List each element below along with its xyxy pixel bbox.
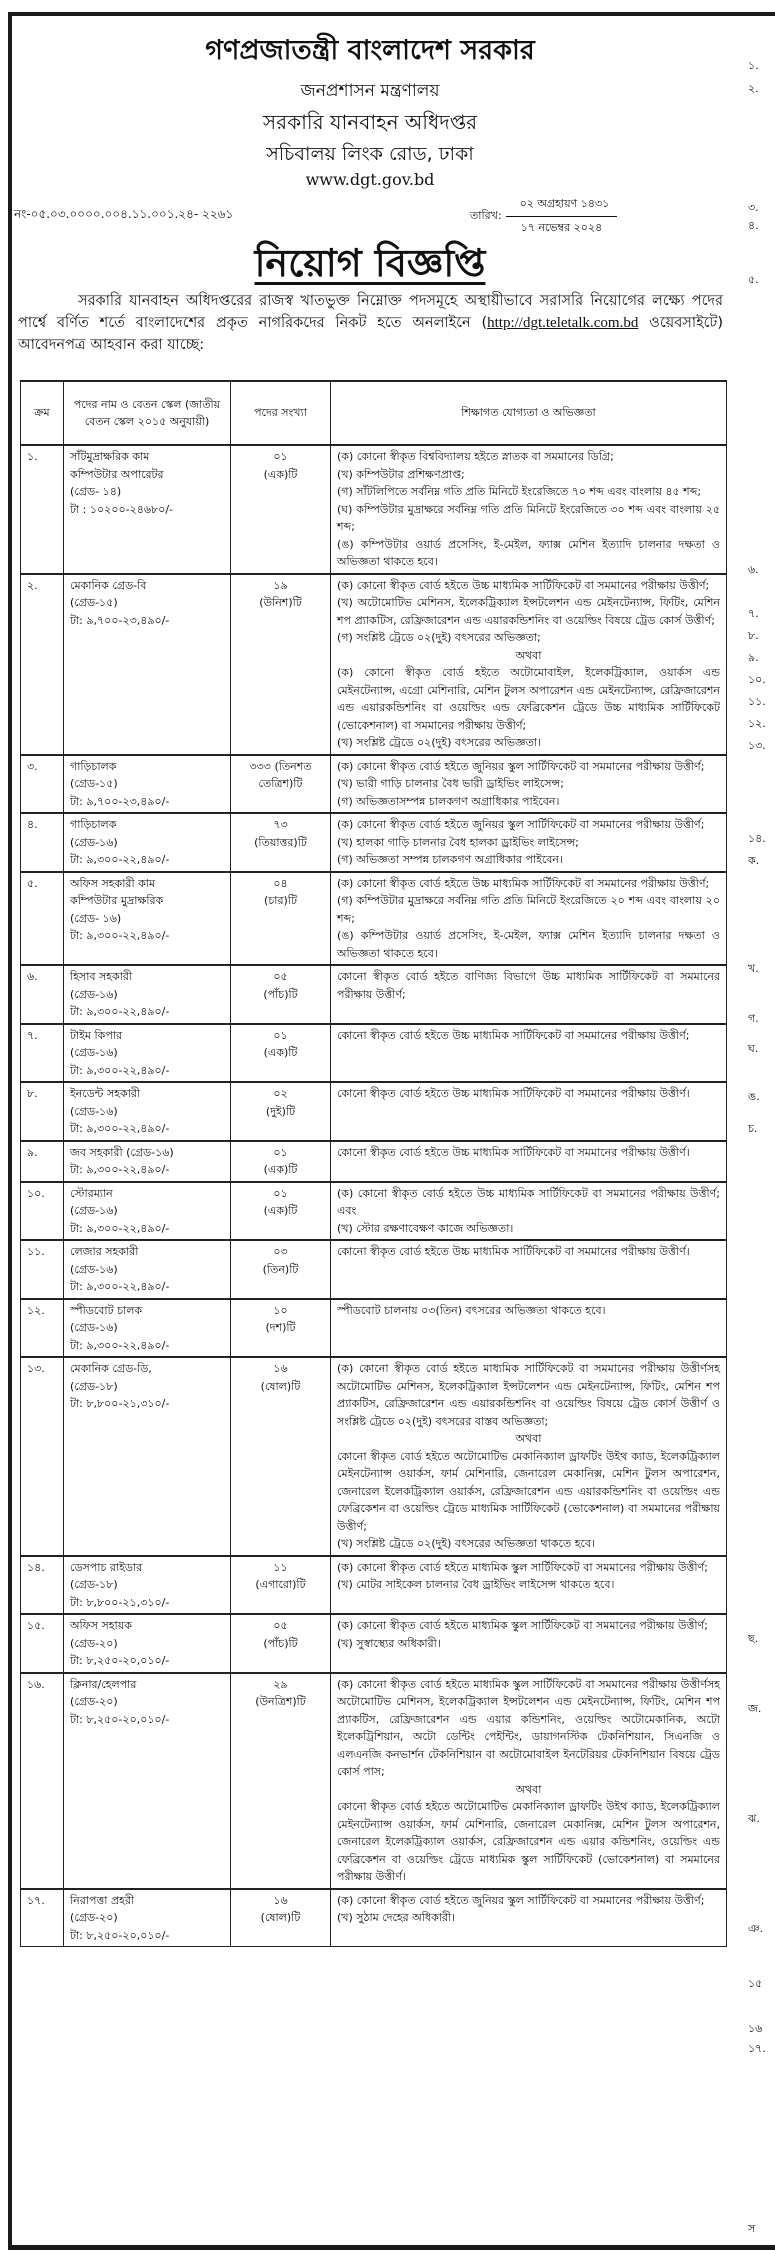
adjacent-page-marker: ১. (748, 59, 759, 72)
row-qualification (331, 755, 727, 814)
count-line: (এক)টি (263, 1163, 298, 1176)
table-row (21, 1182, 727, 1241)
table-row (21, 1556, 727, 1615)
qualification-item: (খ) সংশ্লিষ্ট ট্রেডে ০২(দুই) বৎসরের অভিজ্ঞতা থাকতে হবে। (337, 1537, 595, 1550)
qualification-item: (গ) সাঁটলিপিতে সর্বনিম্ন গতি প্রতি মিনিটে ইংরেজিতে ৭০ শব্দ এবং বাংলায় ৪৫ শব্দ; (337, 485, 702, 498)
row-post-and-scale (64, 1889, 231, 1947)
pay-scale: টা: ৯,৩০০-২২,৪৯০/- (70, 1280, 170, 1293)
count-line: ০৪ (273, 876, 288, 890)
adjacent-page-strip (748, 0, 775, 2260)
row-post-and-scale (64, 1024, 231, 1083)
row-serial: ৩. (21, 755, 64, 814)
adjacent-page-marker: ঘ. (748, 1042, 759, 1055)
row-post-count (231, 1082, 331, 1141)
qualification-item: (ক) কোনো স্বীকৃত বোর্ড হইতে উচ্চ মাধ্যমিক সার্টিফিকেট বা সমমানের পরীক্ষায় উত্তীর্ণ; এবং (337, 1186, 720, 1217)
qualification-item: (খ) স্টোর রক্ষণাবেক্ষণ কাজে অভিজ্ঞতা। (337, 1221, 514, 1235)
post-line: কম্পিউটার মুদ্রাক্ষরিক (70, 894, 164, 907)
row-qualification (331, 1299, 727, 1358)
post-line: টাইম কিপার (70, 1028, 123, 1042)
row-post-count (231, 1240, 331, 1299)
department-name: সরকারি যানবাহন অধিদপ্তর (262, 110, 478, 134)
row-qualification (331, 1357, 727, 1556)
count-line: (উনত্রিশ)টি (255, 1695, 306, 1708)
post-line: গাড়িচালক (70, 818, 117, 831)
post-line: (গ্রেড-১৬) (70, 987, 118, 1001)
row-serial: ১০. (21, 1182, 64, 1241)
row-post-and-scale (64, 1240, 231, 1299)
adjacent-page-marker: ১৩. (748, 739, 766, 752)
count-line: (এক)টি (263, 1204, 298, 1217)
intro-text-after: ওয়েবসাইটে) আবেদনপত্র আহবান করা যাচ্ছে: (18, 315, 723, 353)
or-separator: অথবা (515, 1432, 542, 1445)
qualification-item: (ঙ) কম্পিউটার ওয়ার্ড প্রসেসিং, ই-মেইল, ফ্যাক্স মেশিন ইত্যাদি চালনার দক্ষতা ও অভিজ্ঞতা থাকতে হবে। (337, 537, 720, 568)
qualification-item: (ক) কোনো স্বীকৃত বোর্ড হইতে জুনিয়র স্কুল সার্টিফিকেট বা সমমানের পরীক্ষায় উত্তীর্ণ; (337, 759, 705, 773)
adjacent-page-marker: ছ. (748, 1632, 759, 1645)
row-post-count (231, 813, 331, 872)
header-count: পদের সংখ্যা (231, 381, 331, 445)
adjacent-page-marker: ক. (748, 854, 760, 867)
count-line: (তিন)টি (262, 1262, 299, 1276)
row-qualification (331, 1182, 727, 1241)
adjacent-page-marker: ১১. (748, 695, 766, 708)
row-post-and-scale (64, 813, 231, 872)
row-post-count (231, 872, 331, 966)
row-serial: ১৩. (21, 1357, 64, 1556)
count-line: (পাঁচ)টি (263, 1636, 298, 1650)
post-line: (গ্রেড- ১৬) (70, 911, 122, 925)
qualification-item: (ক) কোনো স্বীকৃত বোর্ড হইতে মাধ্যমিক স্কুল সার্টিফিকেট বা সমমানের পরীক্ষায় উত্তীর্ণসহ অটোমোটিভ মেশিনস, ইলেকট্রিক্যাল ইন্সটলেশন এন্ড মেইনটেন্যান্স, ফিটিং, মেশিন শপ প্র্যাকটিস, রেফ্রিজারেশন এন্ড এয়ার কন্ডিশনিং, ওয়েল্ডিং অটোমেকানিক, অটো ইলেকট্রিশিয়ান, অটো ডেন্টিং পেইন্টিং, ডায়াগনস্টিক টেকনিশিয়ান, সিএনজি ও এলএনজি কনভার্শন টেকনিশিয়ান বা অটোমোবাইল ইনটেরিয়র টেকনিশিয়ান বিষয়ে ট্রেড কোর্স পাস; (337, 1677, 720, 1778)
post-line: ইনডেন্ট সহকারী (70, 1087, 141, 1100)
qualification-item: (ক) কোনো স্বীকৃত বিশ্ববিদ্যালয় হইতে স্নাতক বা সমমানের ডিগ্রি; (337, 450, 614, 463)
count-line: ০১ (273, 1186, 288, 1200)
row-serial: ১৪. (21, 1556, 64, 1615)
adjacent-page-marker: ৫. (748, 273, 759, 286)
post-line: (গ্রেড-১৫) (70, 777, 118, 790)
qualification-item: (ঙ) কম্পিউটার ওয়ার্ড প্রসেসিং, ই-মেইল, ফ্যাক্স মেশিন ইত্যাদি চালনার দক্ষতা ও অভিজ্ঞতা থাকতে হবে। (337, 929, 720, 960)
row-post-and-scale (64, 1182, 231, 1241)
adjacent-page-marker: ২. (748, 82, 759, 95)
qualification-item: (গ) সংশ্লিষ্ট ট্রেডে ০২(দুই) বৎসরের অভিজ্ঞতা; (337, 631, 541, 644)
row-serial: ১৭. (21, 1889, 64, 1947)
row-post-count (231, 445, 331, 574)
row-qualification (331, 1240, 727, 1299)
row-serial: ১২. (21, 1299, 64, 1358)
qualification-item: (ঘ) কম্পিউটার মুদ্রাক্ষরে সর্বনিম্ন গতি প্রতি মিনিটে ইংরেজিতে ৩০ শব্দ এবং বাংলায় ২৫ শব্দ; (337, 502, 720, 533)
qualification-item: (খ) ভারী গাড়ি চালনার বৈধ ভারী ড্রাইভিং লাইসেন্স; (337, 777, 564, 790)
pay-scale: টা: ৯,৭০০-২৩,৪৯০/- (70, 613, 170, 627)
row-qualification (331, 1614, 727, 1673)
post-line: (গ্রেড-১৫) (70, 596, 118, 609)
row-post-count (231, 1556, 331, 1615)
date-english: ১৭ নভেম্বর ২০২৪ (520, 221, 603, 234)
adjacent-page-marker: ৪. (748, 219, 759, 232)
count-line: ০১ (273, 1028, 288, 1042)
post-line: সাঁটমুদ্রাক্ষরিক কাম (70, 450, 150, 463)
post-line: মেকানিক গ্রেড-ডি, (70, 1362, 152, 1375)
count-line: ০৩ (273, 1245, 288, 1258)
post-line: নিরাপত্তা প্রহরী (70, 1893, 135, 1907)
table-row (21, 755, 727, 814)
row-qualification (331, 574, 727, 755)
table-row (21, 1889, 727, 1947)
adjacent-page-marker: গ. (748, 1012, 759, 1025)
post-line: (গ্রেড-১৬) (70, 835, 118, 849)
pay-scale: টা: ৯,৩০০-২২,৪৯০/- (70, 929, 170, 942)
government-name: গণপ্রজাতন্ত্রী বাংলাদেশ সরকার (205, 35, 535, 66)
qualification-item: (গ) অভিজ্ঞতাসম্পন্ন চালকগণ অগ্রাধিকার পাইবেন। (337, 794, 560, 808)
post-line: (গ্রেড-১৬) (70, 1321, 118, 1334)
table-row (21, 1614, 727, 1673)
post-line: অফিস সহকারী কাম (70, 876, 156, 890)
qualification-item: (খ) সুঠাম দেহের অধিকারী। (337, 1911, 456, 1924)
count-line: ০১ (273, 450, 288, 463)
adjacent-page-marker: খ. (748, 962, 759, 975)
post-line: জব সহকারী (গ্রেড-১৬) (70, 1145, 174, 1159)
adjacent-page-marker: ঝ. (748, 1812, 760, 1825)
post-line: (গ্রেড-১৬) (70, 1262, 118, 1276)
adjacent-page-marker: চ. (748, 1122, 758, 1135)
row-qualification (331, 1889, 727, 1947)
qualification-item: (ক) কোনো স্বীকৃত বোর্ড হইতে মাধ্যমিক স্কুল সার্টিফিকেট বা সমমানের পরীক্ষায় উত্তীর্ণ; (337, 1619, 708, 1632)
table-row (21, 1024, 727, 1083)
count-line: ১৬ (273, 1362, 288, 1375)
post-line: হিসাব সহকারী (70, 970, 133, 983)
post-line: ডেসপাচ রাইডার (70, 1560, 143, 1574)
date-bangla: ০২ অগ্রহায়ণ ১৪৩১ (506, 195, 618, 217)
header-qualification: শিক্ষাগত যোগ্যতা ও অভিজ্ঞতা (331, 381, 727, 445)
intro-paragraph (18, 290, 723, 356)
post-line: (গ্রেড- ১৪) (70, 485, 122, 498)
qualification-item: (ক) কোনো স্বীকৃত বোর্ড হইতে মাধ্যমিক স্কুল সার্টিফিকেট বা সমমানের পরীক্ষায় উত্তীর্ণ; (337, 1560, 708, 1574)
row-post-count (231, 755, 331, 814)
row-qualification (331, 1673, 727, 1889)
adjacent-page-marker: ১৪. (748, 832, 766, 845)
qualification-item: (খ) সংশ্লিষ্ট ট্রেডে ০২(দুই) বৎসরের অভিজ্ঞতা। (337, 736, 541, 749)
row-post-and-scale (64, 872, 231, 966)
row-post-count (231, 1357, 331, 1556)
row-post-and-scale (64, 1299, 231, 1358)
office-address: সচিবালয় লিংক রোড, ঢাকা (266, 143, 474, 165)
qualification-item: (ক) কোনো স্বীকৃত বোর্ড হইতে জুনিয়র স্কুল সার্টিফিকেট বা সমমানের পরীক্ষায় উত্তীর্ণ; (337, 818, 705, 831)
row-post-and-scale (64, 965, 231, 1024)
row-serial: ১৬. (21, 1673, 64, 1889)
row-serial: ৪. (21, 813, 64, 872)
row-serial: ৭. (21, 1024, 64, 1083)
table-row (21, 445, 727, 574)
post-line: (গ্রেড-১৮) (70, 1379, 118, 1393)
post-line: (গ্রেড-১৮) (70, 1578, 118, 1591)
row-qualification (331, 872, 727, 966)
row-post-and-scale (64, 1556, 231, 1615)
qualification-item: (ক) কোনো স্বীকৃত বোর্ড হইতে উচ্চ মাধ্যমিক সার্টিফিকেট বা সমমানের পরীক্ষায় উত্তীর্ণ; (337, 578, 710, 592)
row-post-count (231, 1614, 331, 1673)
adjacent-page-marker: ৭. (748, 607, 759, 620)
row-serial: ৯. (21, 1141, 64, 1182)
adjacent-page-marker: ৮. (748, 629, 759, 642)
post-line: (গ্রেড-১৬) (70, 1046, 118, 1059)
row-post-count (231, 574, 331, 755)
post-line: মেকানিক গ্রেড-বি (70, 578, 147, 592)
pay-scale: টা: ৮,২৫০-২০,০১০/- (70, 1712, 170, 1726)
row-qualification (331, 445, 727, 574)
qualification-item: (খ) কম্পিউটার প্রশিক্ষণপ্রাপ্ত; (337, 467, 465, 481)
post-line: (গ্রেড-১৬) (70, 1204, 118, 1217)
count-line: ২৯ (273, 1677, 288, 1691)
table-row (21, 813, 727, 872)
post-line: অফিস সহায়ক (70, 1619, 132, 1632)
count-line: ৩৩৩ (তিনশত (249, 759, 312, 773)
adjacent-page-marker: ১৬ (748, 2022, 763, 2035)
row-serial: ১৫. (21, 1614, 64, 1673)
row-qualification (331, 1141, 727, 1182)
adjacent-page-marker: ১২. (748, 717, 766, 730)
count-line: তেত্রিশ)টি (258, 777, 303, 790)
date-label: তারিখ: (470, 209, 502, 222)
qualification-item: কোনো স্বীকৃত বোর্ড হইতে বাণিজ্য বিভাগে উচ্চ মাধ্যমিক সার্টিফিকেট বা সমমানের পরীক্ষায় উত্তীর্ণ; (337, 970, 720, 1001)
adjacent-page-marker: জ. (748, 1702, 762, 1715)
row-post-and-scale (64, 755, 231, 814)
row-qualification (331, 1024, 727, 1083)
table-row (21, 965, 727, 1024)
pay-scale: টা: ৯,৩০০-২২,৪৯০/- (70, 853, 170, 866)
row-serial: ২. (21, 574, 64, 755)
ministry-name: জনপ্রশাসন মন্ত্রণালয় (300, 81, 440, 101)
qualification-item: (ক) কোনো স্বীকৃত বোর্ড হইতে উচ্চ মাধ্যমিক সার্টিফিকেট বা সমমানের পরীক্ষায় উত্তীর্ণ; (337, 876, 710, 890)
intro-text-before: সরকারি যানবাহন অধিদপ্তরের রাজস্ব খাতভুক্ত নিম্নোক্ত পদসমূহে অস্থায়ীভাবে সরাসরি নিয়োগের লক্ষ্যে পদের পার্শ্বে বর্ণিত শর্তে বাংলাদেশের প্রকৃত নাগরিকদের নিকট হতে অনলাইনে ( (18, 293, 723, 331)
pay-scale: টা: ৯,৭০০-২৩,৪৯০/- (70, 794, 170, 808)
qualification-item: কোনো স্বীকৃত বোর্ড হইতে অটোমোটিভ মেকানিক্যাল ড্রাফটিং উইথ ক্যাড, ইলেকট্রিক্যাল মেইনটেন্যান্স ওয়ার্কস, ফার্ম মেশিনারি, জেনারেল মেকানিক্স, মেশিন টুলস অপারেশন, জেনারেল ইলেকট্রিক্যাল ওয়ার্কস, রেফ্রিজারেশন এন্ড এয়ার কন্ডিশনিং, ওয়েল্ডিং এন্ড ফেব্রিকেশন বা ওয়েল্ডিং ট্রেডে মাধ্যমিক স্কুল সার্টিফিকেট (ভোকেশনাল) বা সমমানের পরীক্ষায় উত্তীর্ণ। (337, 1800, 720, 1883)
qualification-item: (ক) কোনো স্বীকৃত বোর্ড হইতে জুনিয়র স্কুল সার্টিফিকেট বা সমমানের পরীক্ষায় উত্তীর্ণ; (337, 1893, 705, 1907)
application-link[interactable]: http://dgt.teletalk.com.bd (487, 315, 639, 331)
row-qualification (331, 965, 727, 1024)
adjacent-page-marker: ঞ. (748, 1922, 764, 1935)
header-post: পদের নাম ও বেতন স্কেল (জাতীয় বেতন স্কেল ২০১৫ অনুযায়ী) (64, 381, 231, 445)
qualification-item: কোনো স্বীকৃত বোর্ড হইতে উচ্চ মাধ্যমিক সার্টিফিকেট বা সমমানের পরীক্ষায় উত্তীর্ণ। (337, 1245, 690, 1258)
post-line: স্টোরম্যান (70, 1186, 113, 1200)
count-line: (এগারো)টি (255, 1578, 306, 1591)
row-serial: ৬. (21, 965, 64, 1024)
row-post-and-scale (64, 1614, 231, 1673)
pay-scale: টা: ৯,৩০০-২২,৪৯০/- (70, 1063, 170, 1077)
count-line: (এক)টি (263, 467, 298, 481)
count-line: (চার)টি (264, 894, 297, 907)
qualification-item: কোনো স্বীকৃত বোর্ড হইতে উচ্চ মাধ্যমিক সার্টিফিকেট বা সমমানের পরীক্ষায় উত্তীর্ণ। (337, 1087, 690, 1100)
post-line: (গ্রেড-২০) (70, 1911, 118, 1924)
row-post-and-scale (64, 1357, 231, 1556)
qualification-item: (গ) অভিজ্ঞতা সম্পন্ন চালকগণ অগ্রাধিকার পাইবেন। (337, 853, 563, 866)
pay-scale: টা: ৯,৩০০-২২,৪৯০/- (70, 1122, 170, 1135)
table-row (21, 1141, 727, 1182)
qualification-item: (খ) হালকা গাড়ি চালনার বৈধ হালকা ড্রাইভিং লাইসেন্স; (337, 835, 579, 849)
qualification-item: কোনো স্বীকৃত বোর্ড হইতে অটোমোটিভ মেকানিক্যাল ড্রাফটিং উইথ ক্যাড, ইলেকট্রিক্যাল মেইনটেন্যান্স ওয়ার্কস, ফার্ম মেশিনারি, জেনারেল মেকানিক্স, মেশিন টুলস অপারেশন, জেনারেল ইলেকট্রিক্যাল ওয়ার্কস, রেফ্রিজারেশন এন্ড এয়ারকন্ডিশনিং বা ওয়েল্ডিং এন্ড ফেব্রিকেশন বা ওয়েল্ডিং ট্রেডে মাধ্যমিক সার্টিফিকেট (ভোকেশনাল) বা সমমানের পরীক্ষায় উত্তীর্ণ; (337, 1449, 720, 1533)
adjacent-page-marker: ৩. (748, 201, 759, 214)
row-post-count (231, 1024, 331, 1083)
post-line: (গ্রেড-১৬) (70, 1104, 118, 1118)
post-line: (গ্রেড-২০) (70, 1636, 118, 1650)
count-line: (দুই)টি (265, 1104, 296, 1118)
count-line: (ষোল)টি (260, 1911, 301, 1924)
count-line: ০২ (273, 1087, 288, 1100)
row-post-count (231, 1673, 331, 1889)
row-post-and-scale (64, 1141, 231, 1182)
row-post-and-scale (64, 1082, 231, 1141)
adjacent-page-marker: ৬. (748, 563, 759, 576)
table-row (21, 872, 727, 966)
row-serial: ১. (21, 445, 64, 574)
table-row (21, 1240, 727, 1299)
row-qualification (331, 813, 727, 872)
table-row (21, 1082, 727, 1141)
post-line: স্পীডবোট চালক (70, 1303, 143, 1317)
pay-scale: টা: ৯,৩০০-২২,৪৯০/- (70, 1005, 170, 1018)
header-serial: ক্রম (21, 381, 64, 445)
pay-scale: টা: ৯,৩০০-২২,৪৯০/- (70, 1338, 170, 1352)
count-line: (পাঁচ)টি (263, 987, 298, 1001)
count-line: (উনিশ)টি (259, 596, 302, 609)
row-post-and-scale (64, 445, 231, 574)
row-post-count (231, 1141, 331, 1182)
pay-scale: টা: ৯,৩০০-২২,৪৯০/- (70, 1221, 170, 1235)
count-line: (তিয়াত্তর)টি (254, 835, 307, 849)
row-post-and-scale (64, 1673, 231, 1889)
table-row (21, 574, 727, 755)
memo-number: নং-০৫.০৩.০০০০.০০৪.১১.০০১.২৪- ২২৬১ (14, 207, 234, 221)
qualification-item: (ক) কোনো স্বীকৃত বোর্ড হইতে মাধ্যমিক সার্টিফিকেট বা সমমানের পরীক্ষায় উত্তীর্ণসহ অটোমোটিভ মেশিনস, ইলেকট্রিক্যাল ইন্সটলেশন এন্ড মেইনটেন্যান্স, ফিটিং, মেশিন শপ প্র্যাকটিস, রেফ্রিজারেশন এন্ড এয়ারকন্ডিশনিং বা ওয়েল্ডিং বিষয়ে ট্রেড কোর্স উত্তীর্ণ ও সংশ্লিষ্ট ট্রেডে ০২(দুই) বৎসরের বাস্তব অভিজ্ঞতা; (337, 1362, 720, 1428)
count-line: ০১ (273, 1145, 288, 1159)
post-line: গাড়িচালক (70, 759, 117, 773)
adjacent-page-marker: ১৭. (748, 2042, 766, 2055)
notice-title: নিয়োগ বিজ্ঞপ্তি (254, 241, 486, 285)
qualification-item: কোনো স্বীকৃত বোর্ড হইতে উচ্চ মাধ্যমিক সার্টিফিকেট বা সমমানের পরীক্ষায় উত্তীর্ণ। (337, 1145, 690, 1159)
count-line: ৭৩ (273, 818, 288, 831)
table-row (21, 1673, 727, 1889)
qualification-item: (গ) কম্পিউটার মুদ্রাক্ষরে সর্বনিম্ন গতি প্রতি মিনিটে ইংরেজিতে ২০ শব্দ এবং বাংলায় ২০ শব্দ; (337, 894, 720, 925)
qualification-item: (খ) অটোমোটিভ মেশিনস, ইলেকট্রিক্যাল ইন্সটলেশন এন্ড মেইনটেন্যান্স, ফিটিং, মেশিন শপ প্র্যাকটিস, রেফ্রিজারেশন এন্ড এয়ারকন্ডিশনিং বা ওয়েল্ডিং বিষয়ে ট্রেড কোর্স উত্তীর্ণ; (337, 596, 720, 627)
row-serial: ১১. (21, 1240, 64, 1299)
pay-scale: টা: ৮,২৫০-২০,০১০/- (70, 1928, 170, 1942)
adjacent-page-marker: ১৫ (748, 1977, 763, 1990)
row-qualification (331, 1556, 727, 1615)
qualification-item: (খ) সুস্বাস্থ্যের অধিকারী। (337, 1636, 441, 1650)
adjacent-page-marker: স (748, 2222, 756, 2235)
count-line: (এক)টি (263, 1046, 298, 1059)
pay-scale: টা: ৮,২৫০-২০,০১০/- (70, 1654, 170, 1667)
count-line: (দশ)টি (265, 1321, 296, 1334)
count-line: (ষোল)টি (260, 1379, 301, 1393)
post-line: (গ্রেড-২০) (70, 1695, 118, 1708)
pay-scale: টা : ১০২০০-২৪৬৮০/- (70, 502, 174, 516)
row-post-count (231, 1182, 331, 1241)
post-line: কম্পিউটার অপারেটর (70, 467, 164, 481)
count-line: ১৬ (273, 1893, 288, 1907)
row-serial: ৮. (21, 1082, 64, 1141)
pay-scale: টা: ৮,৮০০-২১,৩১০/- (70, 1397, 170, 1410)
qualification-item: (ক) কোনো স্বীকৃত বোর্ড হইতে অটোমোবাইল, ইলেকট্রিক্যাল, ওয়ার্কস এন্ড মেইনটেন্যান্স, এগ্রো মেশিনারি, মেশিন টুলস অপারেশন এন্ড মেইনটেন্যান্স, রেফ্রিজারেশন এন্ড এয়ারকন্ডিশনিং বা ওয়েল্ডিং এন্ড ফেব্রিকেশন ট্রেডে উচ্চ মাধ্যমিক সার্টিফিকেট (ভোকেশনাল) বা সমমানের পরীক্ষায় উত্তীর্ণ; (337, 666, 720, 732)
table-row (21, 1357, 727, 1556)
count-line: ০৫ (273, 1619, 288, 1632)
row-post-count (231, 1299, 331, 1358)
row-post-count (231, 965, 331, 1024)
count-line: ১১ (273, 1560, 288, 1574)
count-line: ০৫ (273, 970, 288, 983)
pay-scale: টা: ৮,৮০০-২১,৩১০/- (70, 1595, 170, 1609)
count-line: ১৯ (273, 578, 288, 592)
table-row (21, 1299, 727, 1358)
count-line: ১০ (273, 1303, 288, 1317)
post-line: লেজার সহকারী (70, 1245, 139, 1258)
date-fraction (506, 195, 618, 238)
vacancy-table (20, 380, 727, 1947)
adjacent-page-marker: ১০. (748, 673, 766, 686)
row-serial: ৫. (21, 872, 64, 966)
or-separator: অথবা (515, 1782, 542, 1796)
post-line: ক্লিনার/হেলপার (70, 1677, 137, 1691)
or-separator: অথবা (515, 648, 542, 662)
qualification-item: (খ) মোটর সাইকেল চালনার বৈধ ড্রাইভিং লাইসেন্স থাকতে হবে। (337, 1578, 615, 1591)
row-qualification (331, 1082, 727, 1141)
row-post-count (231, 1889, 331, 1947)
table-body (21, 445, 727, 1947)
qualification-item: কোনো স্বীকৃত বোর্ড হইতে উচ্চ মাধ্যমিক সার্টিফিকেট বা সমমানের পরীক্ষায় উত্তীর্ণ; (337, 1028, 690, 1042)
office-website[interactable]: www.dgt.gov.bd (305, 170, 435, 189)
adjacent-page-marker: ঙ. (748, 1090, 760, 1103)
pay-scale: টা: ৯,৩০০-২২,৪৯০/- (70, 1163, 170, 1176)
row-post-and-scale (64, 574, 231, 755)
adjacent-page-marker: ৯. (748, 651, 759, 664)
memo-date (470, 195, 617, 238)
table-header-row (21, 381, 727, 445)
qualification-item: স্পীডবোট চালনায় ০৩(তিন) বৎসরের অভিজ্ঞতা থাকতে হবে। (337, 1303, 606, 1317)
